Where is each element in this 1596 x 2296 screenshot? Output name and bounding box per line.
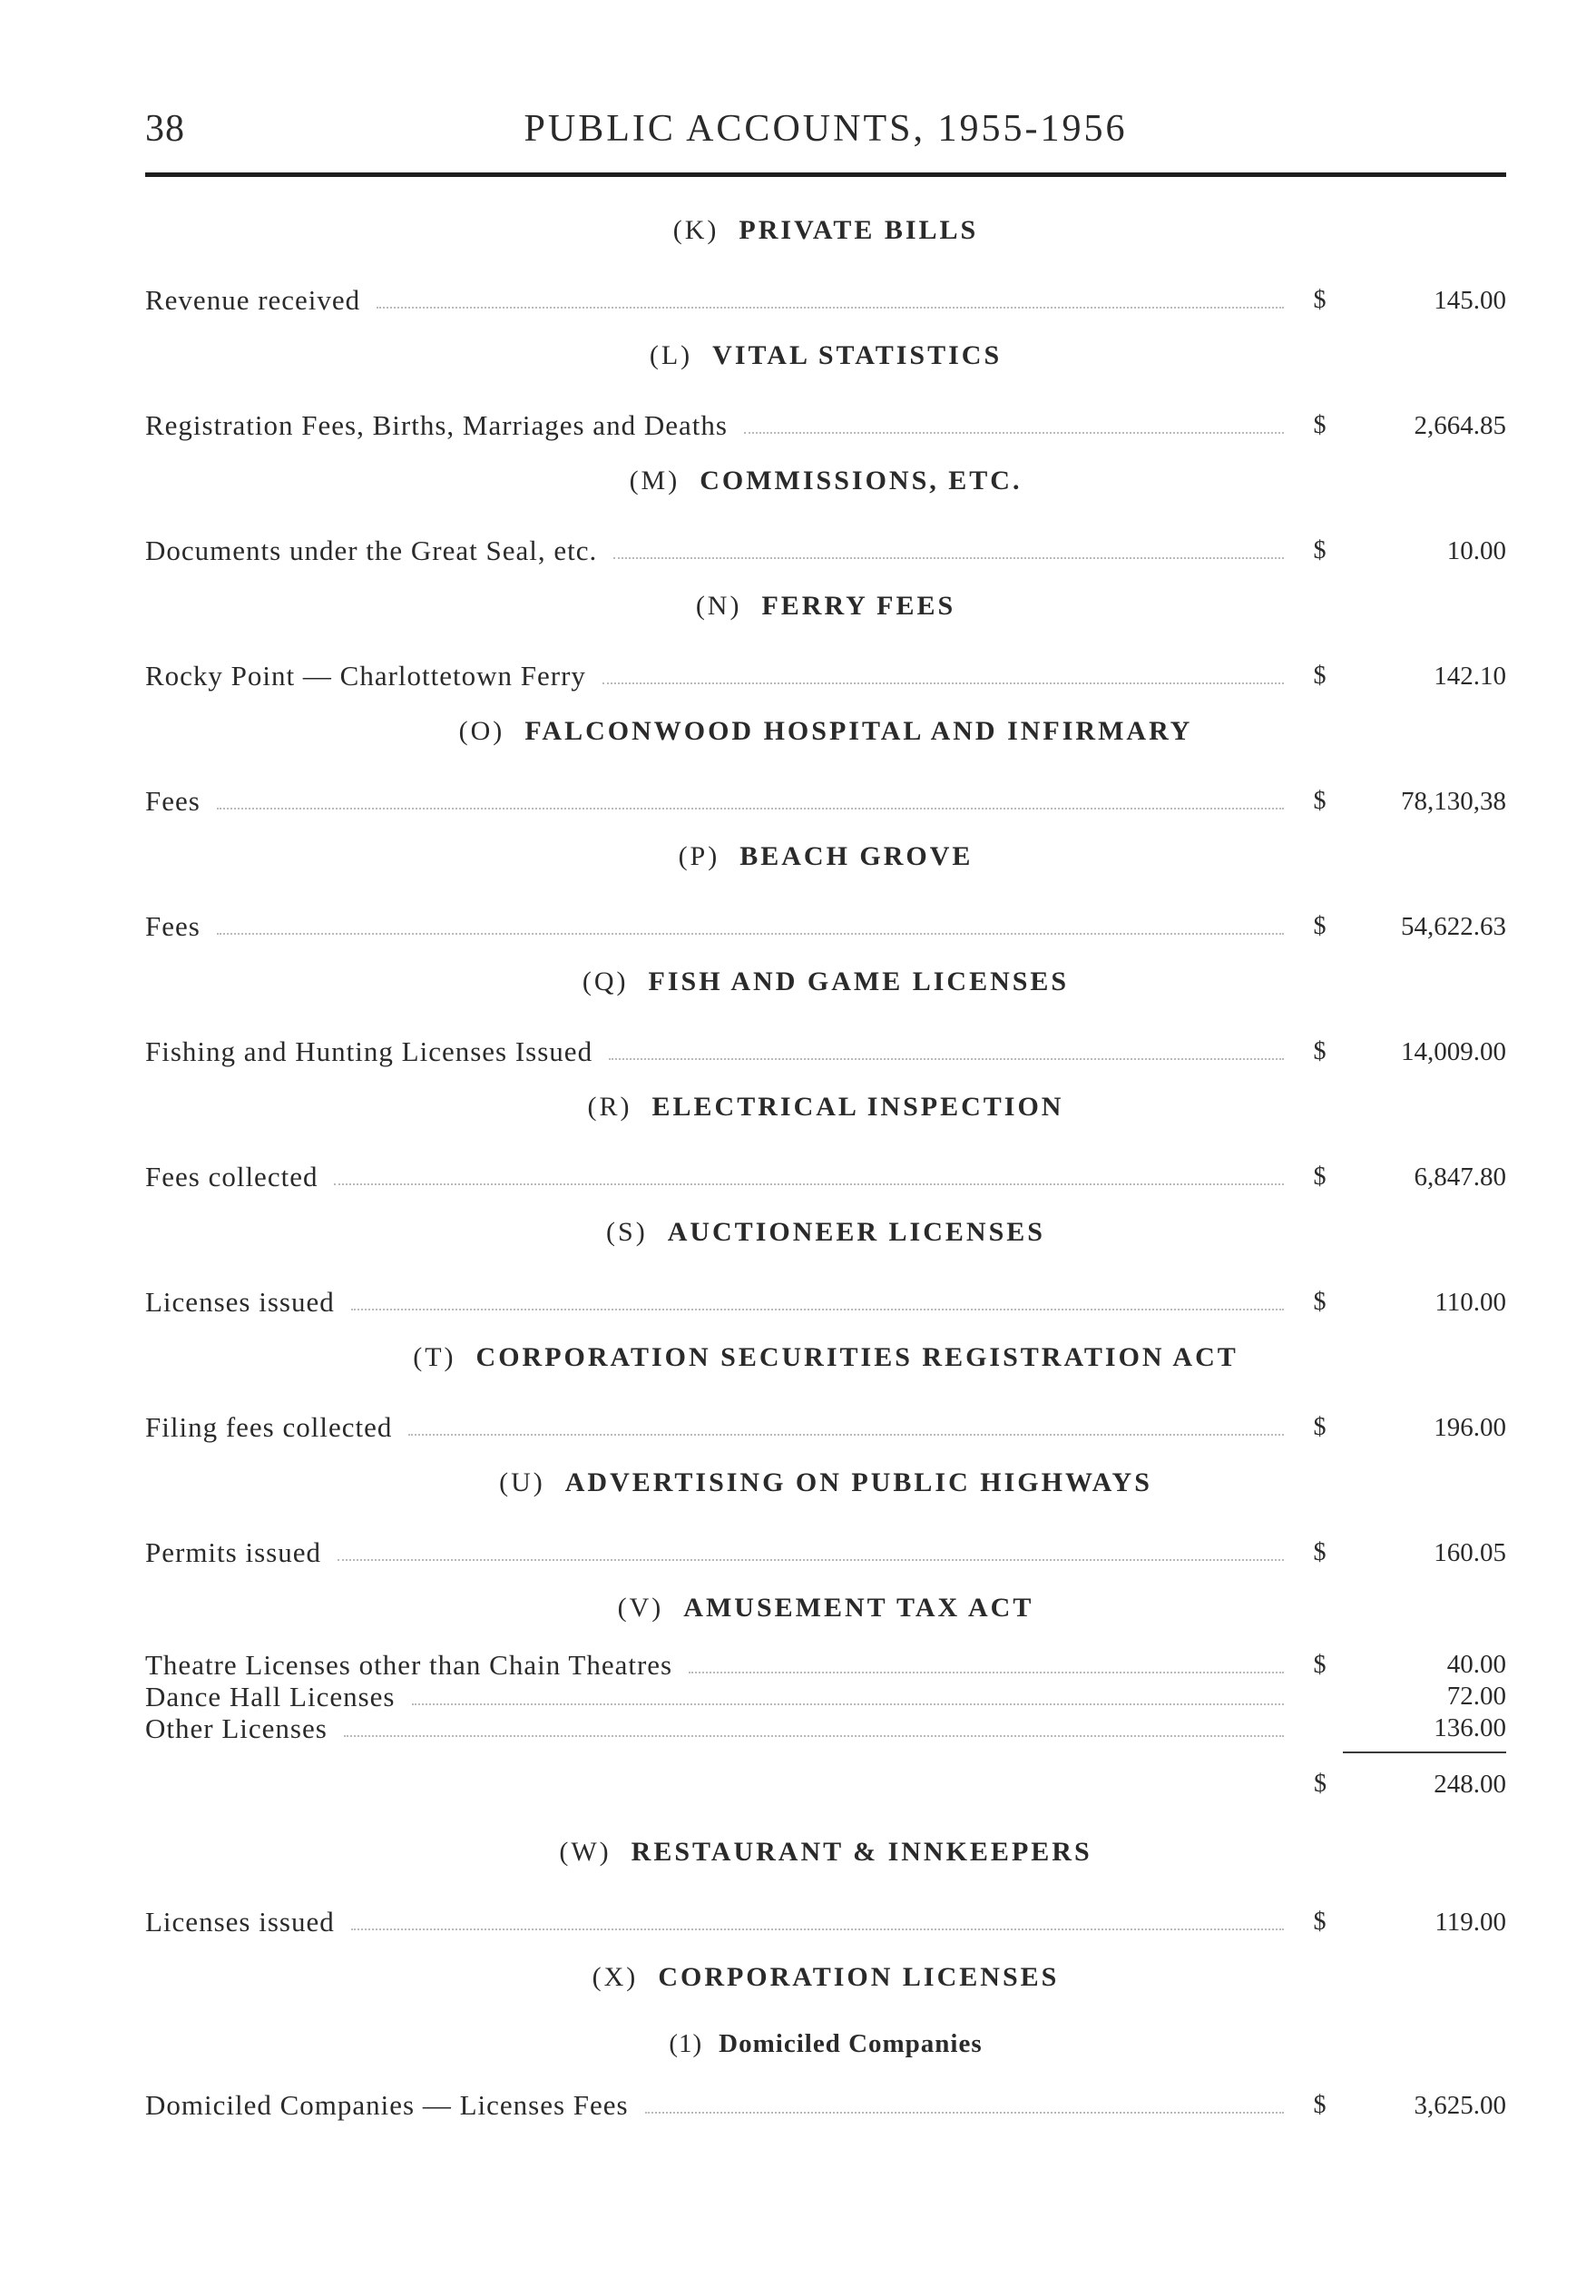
row-label: Licenses issued bbox=[145, 1286, 335, 1318]
section-letter: (S) bbox=[606, 1217, 648, 1247]
dot-leader bbox=[689, 1672, 1284, 1673]
ledger-row bbox=[145, 1649, 1506, 1681]
row-amount: 145.00 bbox=[1434, 285, 1506, 315]
section-heading-private-bills bbox=[145, 204, 1506, 271]
section-title: PRIVATE BILLS bbox=[739, 215, 979, 245]
row-amount: 196.00 bbox=[1434, 1412, 1506, 1442]
header-rule bbox=[145, 172, 1506, 177]
row-label: Documents under the Great Seal, etc. bbox=[145, 535, 598, 566]
ledger-row bbox=[145, 1398, 1506, 1457]
row-amount: 2,664.85 bbox=[1414, 410, 1506, 440]
row-label: Rocky Point — Charlottetown Ferry bbox=[145, 660, 586, 692]
dot-leader bbox=[351, 1928, 1284, 1930]
row-amount: 136.00 bbox=[1434, 1713, 1506, 1742]
dot-leader bbox=[408, 1434, 1284, 1436]
section-letter: (K) bbox=[672, 215, 720, 245]
page-title: PUBLIC ACCOUNTS, 1955-1956 bbox=[524, 108, 1128, 150]
section-letter: (M) bbox=[629, 466, 681, 496]
section-letter: (P) bbox=[678, 841, 720, 871]
row-label: Filing fees collected bbox=[145, 1411, 393, 1443]
section-letter: (Q) bbox=[582, 966, 629, 996]
ledger-row bbox=[145, 271, 1506, 329]
row-label: Fees bbox=[145, 785, 201, 817]
currency-sign: $ bbox=[1313, 1288, 1327, 1316]
section-letter: (T) bbox=[413, 1342, 456, 1372]
ledger-row bbox=[145, 1712, 1506, 1744]
row-amount: 6,847.80 bbox=[1414, 1162, 1506, 1192]
section-heading-amusement-tax bbox=[145, 1582, 1506, 1649]
currency-sign: $ bbox=[1313, 1650, 1327, 1679]
section-letter: (U) bbox=[499, 1467, 545, 1497]
dot-leader bbox=[613, 557, 1284, 559]
section-title: FALCONWOOD HOSPITAL AND INFIRMARY bbox=[524, 716, 1193, 746]
section-title: RESTAURANT & INNKEEPERS bbox=[631, 1837, 1092, 1867]
ledger-row bbox=[145, 397, 1506, 455]
ledger-row bbox=[145, 1023, 1506, 1081]
row-amount: 78,130,38 bbox=[1401, 786, 1506, 816]
dot-leader bbox=[338, 1559, 1284, 1561]
dot-leader bbox=[377, 307, 1284, 309]
section-title: CORPORATION LICENSES bbox=[658, 1962, 1060, 1992]
sum-rule bbox=[1343, 1751, 1506, 1753]
section-letter: (X) bbox=[592, 1962, 639, 1992]
ledger-row bbox=[145, 1681, 1506, 1712]
sub-heading-domiciled-companies bbox=[145, 2018, 1506, 2076]
currency-sign: $ bbox=[1313, 662, 1327, 690]
section-letter: (O) bbox=[458, 716, 505, 746]
page-number: 38 bbox=[145, 108, 185, 150]
currency-sign: $ bbox=[1313, 2091, 1327, 2119]
dot-leader bbox=[412, 1703, 1285, 1705]
ledger-row bbox=[145, 1148, 1506, 1206]
dot-leader bbox=[744, 432, 1284, 434]
ledger-row bbox=[145, 647, 1506, 705]
section-heading-auctioneer-licenses bbox=[145, 1206, 1506, 1273]
row-label: Domiciled Companies — Licenses Fees bbox=[145, 2089, 629, 2121]
sub-heading-title: Domiciled Companies bbox=[719, 2029, 983, 2058]
section-letter: (N) bbox=[695, 591, 742, 621]
currency-sign: $ bbox=[1313, 1538, 1327, 1566]
ledger-row bbox=[145, 2076, 1506, 2134]
row-amount: 110.00 bbox=[1434, 1287, 1506, 1317]
sum-rule-row bbox=[145, 1744, 1506, 1757]
section-heading-vital-statistics bbox=[145, 329, 1506, 397]
page-header bbox=[145, 107, 1506, 162]
section-letter: (W) bbox=[559, 1837, 612, 1867]
section-heading-restaurant-innkeepers bbox=[145, 1826, 1506, 1893]
ledger-row bbox=[145, 1273, 1506, 1331]
row-label: Registration Fees, Births, Marriages and Deaths bbox=[145, 409, 728, 441]
section-letter: (V) bbox=[617, 1593, 664, 1623]
row-amount: 119.00 bbox=[1434, 1907, 1506, 1937]
dot-leader bbox=[602, 682, 1284, 684]
section-heading-corporation-securities bbox=[145, 1331, 1506, 1398]
row-amount: 10.00 bbox=[1446, 535, 1506, 565]
row-amount: 54,622.63 bbox=[1401, 911, 1506, 941]
currency-sign: $ bbox=[1313, 286, 1327, 314]
row-label: Fishing and Hunting Licenses Issued bbox=[145, 1035, 593, 1067]
section-heading-ferry-fees bbox=[145, 580, 1506, 647]
section-title: AMUSEMENT TAX ACT bbox=[683, 1593, 1034, 1623]
total-row bbox=[145, 1757, 1506, 1811]
section-heading-corporation-licenses bbox=[145, 1951, 1506, 2018]
spacer bbox=[145, 1811, 1506, 1826]
row-amount: 160.05 bbox=[1434, 1537, 1506, 1567]
row-label: Theatre Licenses other than Chain Theatres bbox=[145, 1648, 673, 1681]
section-title: VITAL STATISTICS bbox=[712, 340, 1003, 370]
section-letter: (R) bbox=[587, 1092, 632, 1122]
ledger-row bbox=[145, 1524, 1506, 1582]
total-amount: 248.00 bbox=[1434, 1769, 1506, 1799]
section-title: FERRY FEES bbox=[761, 591, 956, 621]
ledger-row bbox=[145, 772, 1506, 830]
section-title: COMMISSIONS, ETC. bbox=[700, 466, 1023, 496]
currency-sign: $ bbox=[1314, 1770, 1327, 1798]
section-title: BEACH GROVE bbox=[739, 841, 974, 871]
row-amount: 40.00 bbox=[1446, 1650, 1506, 1679]
row-label: Licenses issued bbox=[145, 1906, 335, 1938]
dot-leader bbox=[217, 933, 1284, 935]
section-heading-fish-and-game bbox=[145, 956, 1506, 1023]
row-label: Revenue received bbox=[145, 284, 361, 316]
ledger-row bbox=[145, 1893, 1506, 1951]
ledger-row bbox=[145, 522, 1506, 580]
section-heading-electrical-inspection bbox=[145, 1081, 1506, 1148]
dot-leader bbox=[217, 808, 1284, 809]
row-label: Fees collected bbox=[145, 1161, 318, 1192]
dot-leader bbox=[334, 1183, 1284, 1185]
dot-leader bbox=[645, 2112, 1284, 2114]
accounts-content bbox=[145, 204, 1506, 2134]
row-label: Permits issued bbox=[145, 1536, 321, 1568]
section-title: FISH AND GAME LICENSES bbox=[648, 966, 1070, 996]
currency-sign: $ bbox=[1313, 1163, 1327, 1191]
row-amount: 3,625.00 bbox=[1414, 2090, 1506, 2120]
section-title: ELECTRICAL INSPECTION bbox=[651, 1092, 1064, 1122]
currency-sign: $ bbox=[1313, 536, 1327, 564]
ledger-row bbox=[145, 898, 1506, 956]
row-amount: 14,009.00 bbox=[1401, 1036, 1506, 1066]
currency-sign: $ bbox=[1313, 1413, 1327, 1441]
row-amount: 72.00 bbox=[1446, 1682, 1506, 1711]
dot-leader bbox=[344, 1735, 1284, 1737]
currency-sign: $ bbox=[1313, 787, 1327, 815]
section-title: ADVERTISING ON PUBLIC HIGHWAYS bbox=[564, 1467, 1152, 1497]
currency-sign: $ bbox=[1313, 1908, 1327, 1936]
section-heading-beach-grove bbox=[145, 830, 1506, 898]
section-heading-advertising-highways bbox=[145, 1457, 1506, 1524]
row-label: Fees bbox=[145, 910, 201, 942]
dot-leader bbox=[609, 1058, 1284, 1060]
currency-sign: $ bbox=[1313, 912, 1327, 940]
sub-heading-number: (1) bbox=[669, 2029, 703, 2058]
row-label: Other Licenses bbox=[145, 1712, 328, 1744]
section-heading-falconwood-hospital bbox=[145, 705, 1506, 772]
dot-leader bbox=[351, 1309, 1284, 1310]
currency-sign: $ bbox=[1313, 1037, 1327, 1065]
section-letter: (L) bbox=[649, 340, 693, 370]
row-amount: 142.10 bbox=[1434, 661, 1506, 691]
currency-sign: $ bbox=[1313, 411, 1327, 439]
section-title: AUCTIONEER LICENSES bbox=[667, 1217, 1045, 1247]
row-label: Dance Hall Licenses bbox=[145, 1680, 396, 1712]
section-heading-commissions bbox=[145, 455, 1506, 522]
section-title: CORPORATION SECURITIES REGISTRATION ACT bbox=[475, 1342, 1239, 1372]
